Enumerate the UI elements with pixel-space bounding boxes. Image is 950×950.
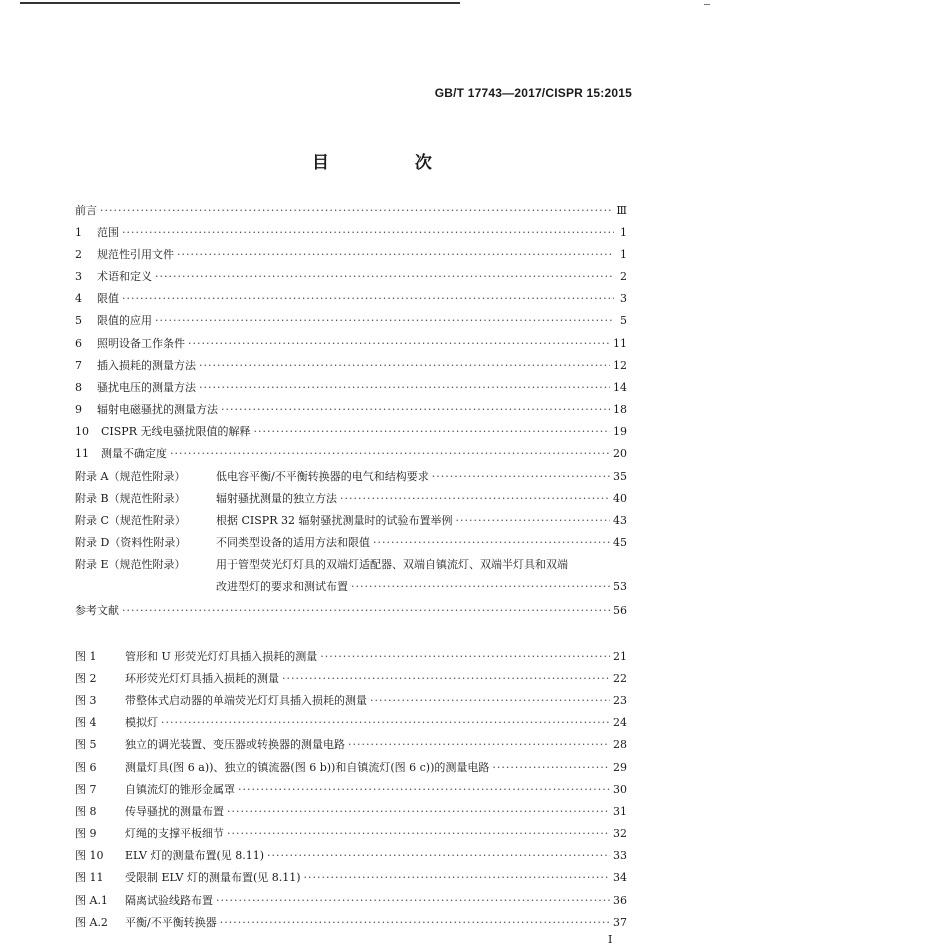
leader-dots: [155, 314, 614, 327]
figure-number: 图 10: [75, 849, 104, 862]
page-title: 目 次: [312, 153, 472, 173]
toc-entry-page: 22: [613, 672, 627, 685]
toc-entry-text: 前言: [75, 204, 97, 217]
leader-dots: [432, 470, 610, 483]
toc-entry-page: 5: [620, 314, 627, 327]
leader-dots: [267, 849, 610, 862]
toc-entry-page: 19: [613, 425, 627, 438]
toc-entry-page: 12: [613, 359, 627, 372]
toc-entry-text: 限值的应用: [97, 314, 152, 327]
figure-number: 图 6: [75, 761, 97, 774]
toc-entry[interactable]: [75, 268, 627, 284]
toc-entry-number: 4: [75, 292, 82, 305]
toc-entry-text: 带整体式启动器的单端荧光灯灯具插入损耗的测量: [125, 694, 367, 707]
leader-dots: [227, 805, 610, 818]
leader-dots: [320, 650, 610, 663]
toc-entry-page: 1: [620, 226, 627, 239]
toc-entry-page: Ⅲ: [616, 204, 627, 217]
toc-entry-page: 40: [613, 492, 627, 505]
toc-entry-number: 8: [75, 381, 82, 394]
toc-entry-text: 自镇流灯的锥形金属罩: [125, 783, 235, 796]
toc-entry[interactable]: [75, 423, 627, 439]
toc-entry-page: 3: [620, 292, 627, 305]
toc-entry-foreword[interactable]: [75, 202, 627, 218]
toc-entry-page: 36: [613, 894, 627, 907]
leader-dots: [220, 916, 610, 929]
toc-entry-page: 45: [613, 536, 627, 549]
toc-entry-number: 5: [75, 314, 82, 327]
annex-label: 附录 C（规范性附录）: [75, 514, 186, 527]
toc-annex-c[interactable]: [75, 512, 627, 528]
toc-entry-page: 24: [613, 716, 627, 729]
figure-number: 图 7: [75, 783, 97, 796]
figure-number: 图 9: [75, 827, 97, 840]
leader-dots: [199, 381, 610, 394]
toc-entry-text: 受限制 ELV 灯的测量布置(见 8.11): [125, 871, 301, 884]
leader-dots: [348, 738, 610, 751]
figure-number: 图 1: [75, 650, 97, 663]
figure-number: 图 8: [75, 805, 97, 818]
leader-dots: [492, 761, 610, 774]
toc-figure[interactable]: [75, 914, 627, 930]
top-rule: [20, 2, 460, 4]
leader-dots: [161, 716, 610, 729]
toc-annex-b[interactable]: [75, 490, 627, 506]
toc-entry-number: 11: [75, 447, 89, 460]
toc-figure[interactable]: [75, 714, 627, 730]
toc-entry-text: 环形荧光灯灯具插入损耗的测量: [125, 672, 279, 685]
toc-entry[interactable]: [75, 335, 627, 351]
toc-entry-page: 53: [613, 580, 627, 593]
toc-entry-page: 23: [613, 694, 627, 707]
figure-number: 图 5: [75, 738, 97, 751]
leader-dots: [340, 492, 610, 505]
toc-entry-page: 29: [613, 761, 627, 774]
toc-entry-number: 9: [75, 403, 82, 416]
toc-entry-page: 56: [613, 604, 627, 617]
toc-entry-page: 32: [613, 827, 627, 840]
toc-entry[interactable]: [75, 312, 627, 328]
toc-entry-number: 3: [75, 270, 82, 283]
toc-entry-page: 2: [620, 270, 627, 283]
toc-entry[interactable]: [75, 357, 627, 373]
leader-dots: [455, 514, 610, 527]
toc-figure[interactable]: [75, 847, 627, 863]
toc-figure[interactable]: [75, 803, 627, 819]
leader-dots: [122, 292, 614, 305]
toc-entry-page: 37: [613, 916, 627, 929]
toc-entry-text: 照明设备工作条件: [97, 337, 185, 350]
toc-entry[interactable]: [75, 224, 627, 240]
toc-entry[interactable]: [75, 246, 627, 262]
toc-entry-page: 33: [613, 849, 627, 862]
leader-dots: [122, 226, 614, 239]
leader-dots: [199, 359, 610, 372]
leader-dots: [373, 536, 610, 549]
toc-figure[interactable]: [75, 692, 627, 708]
leader-dots: [351, 580, 610, 593]
annex-label: 附录 A（规范性附录）: [75, 470, 186, 483]
toc-entry-text: 规范性引用文件: [97, 248, 174, 261]
toc-entry-page: 43: [613, 514, 627, 527]
toc-entry-text: 不同类型设备的适用方法和限值: [216, 536, 370, 549]
toc-entry-text: 插入损耗的测量方法: [97, 359, 196, 372]
leader-dots: [155, 270, 614, 283]
figure-number: 图 3: [75, 694, 97, 707]
toc-entry[interactable]: [75, 290, 627, 306]
toc-annex-e[interactable]: [75, 556, 627, 572]
leader-dots: [253, 425, 610, 438]
toc-entry[interactable]: [75, 379, 627, 395]
leader-dots: [227, 827, 610, 840]
toc-entry-text: 改进型灯的要求和测试布置: [216, 580, 348, 593]
figure-number: 图 4: [75, 716, 97, 729]
toc-entry-text: 平衡/不平衡转换器: [125, 916, 217, 929]
leader-dots: [370, 694, 610, 707]
toc-figure[interactable]: [75, 670, 627, 686]
toc-entry-references[interactable]: [75, 602, 627, 618]
toc-figure[interactable]: [75, 648, 627, 664]
toc-figure[interactable]: [75, 869, 627, 885]
toc-entry-text: 低电容平衡/不平衡转换器的电气和结构要求: [216, 470, 429, 483]
standard-id: GB/T 17743—2017/CISPR 15:2015: [434, 86, 632, 100]
toc-entry-number: 10: [75, 425, 89, 438]
toc-entry-number: 1: [75, 226, 82, 239]
toc-entry-page: 1: [620, 248, 627, 261]
figure-number: 图 11: [75, 871, 104, 884]
toc-entry-page: 30: [613, 783, 627, 796]
toc-entry-text: 根据 CISPR 32 辐射骚扰测量时的试验布置举例: [216, 514, 453, 527]
annex-label: 附录 B（规范性附录）: [75, 492, 186, 505]
toc-entry-page: 35: [613, 470, 627, 483]
toc-entry[interactable]: [75, 401, 627, 417]
toc-figure[interactable]: [75, 825, 627, 841]
toc-entry-text: 灯绳的支撑平板细节: [125, 827, 224, 840]
page-number: I: [608, 933, 613, 946]
toc-entry-number: 6: [75, 337, 82, 350]
annex-label: 附录 D（资料性附录）: [75, 536, 187, 549]
toc-entry-text: ELV 灯的测量布置(见 8.11): [125, 849, 265, 862]
toc-annex-a[interactable]: [75, 468, 627, 484]
toc-entry-text: 辐射电磁骚扰的测量方法: [97, 403, 218, 416]
toc-annex-d[interactable]: [75, 534, 627, 550]
toc-entry-number: 7: [75, 359, 82, 372]
toc-entry-page: 14: [613, 381, 627, 394]
figure-number: 图 2: [75, 672, 97, 685]
figure-number: 图 A.2: [75, 916, 108, 929]
toc-entry-text: 限值: [97, 292, 119, 305]
leader-dots: [221, 403, 610, 416]
toc-entry-text: 用于管型荧光灯灯具的双端灯适配器、双端自镇流灯、双端半灯具和双端: [216, 558, 568, 571]
toc-entry-text: 辐射骚扰测量的独立方法: [216, 492, 337, 505]
toc-entry-number: 2: [75, 248, 82, 261]
toc-entry-text: 测量灯具(图 6 a))、独立的镇流器(图 6 b))和自镇流灯(图 6 c))的测量电路: [125, 761, 490, 774]
leader-dots: [100, 204, 613, 217]
toc-entry-page: 18: [613, 403, 627, 416]
toc-entry-text: 隔离试验线路布置: [125, 894, 213, 907]
toc-entry-text: 骚扰电压的测量方法: [97, 381, 196, 394]
toc-figure[interactable]: [75, 892, 627, 908]
toc-entry-text: 传导骚扰的测量布置: [125, 805, 224, 818]
toc-entry-text: 范围: [97, 226, 119, 239]
leader-dots: [304, 871, 610, 884]
toc-figure[interactable]: [75, 736, 627, 752]
toc-entry-page: 28: [613, 738, 627, 751]
leader-dots: [282, 672, 610, 685]
leader-dots: [122, 604, 610, 617]
leader-dots: [216, 894, 610, 907]
scan-mark: [704, 4, 710, 5]
toc-annex-e-continuation[interactable]: [75, 578, 627, 594]
toc-entry-text: 术语和定义: [97, 270, 152, 283]
toc-entry-text: 独立的调光装置、变压器或转换器的测量电路: [125, 738, 345, 751]
leader-dots: [238, 783, 610, 796]
leader-dots: [188, 337, 610, 350]
toc-entry-text: CISPR 无线电骚扰限值的解释: [101, 425, 251, 438]
toc-entry[interactable]: [75, 445, 627, 461]
toc-entry-page: 20: [613, 447, 627, 460]
annex-label: 附录 E（规范性附录）: [75, 558, 186, 571]
leader-dots: [170, 447, 610, 460]
toc-entry-text: 管形和 U 形荧光灯灯具插入损耗的测量: [125, 650, 318, 663]
toc-entry-text: 模拟灯: [125, 716, 158, 729]
toc-entry-page: 31: [613, 805, 627, 818]
leader-dots: [177, 248, 614, 261]
toc-figure[interactable]: [75, 759, 627, 775]
toc-figure[interactable]: [75, 781, 627, 797]
toc-entry-text: 参考文献: [75, 604, 119, 617]
toc-entry-text: 测量不确定度: [101, 447, 167, 460]
toc-entry-page: 11: [613, 337, 627, 350]
figure-number: 图 A.1: [75, 894, 108, 907]
toc-entry-page: 21: [613, 650, 627, 663]
toc-entry-page: 34: [613, 871, 627, 884]
